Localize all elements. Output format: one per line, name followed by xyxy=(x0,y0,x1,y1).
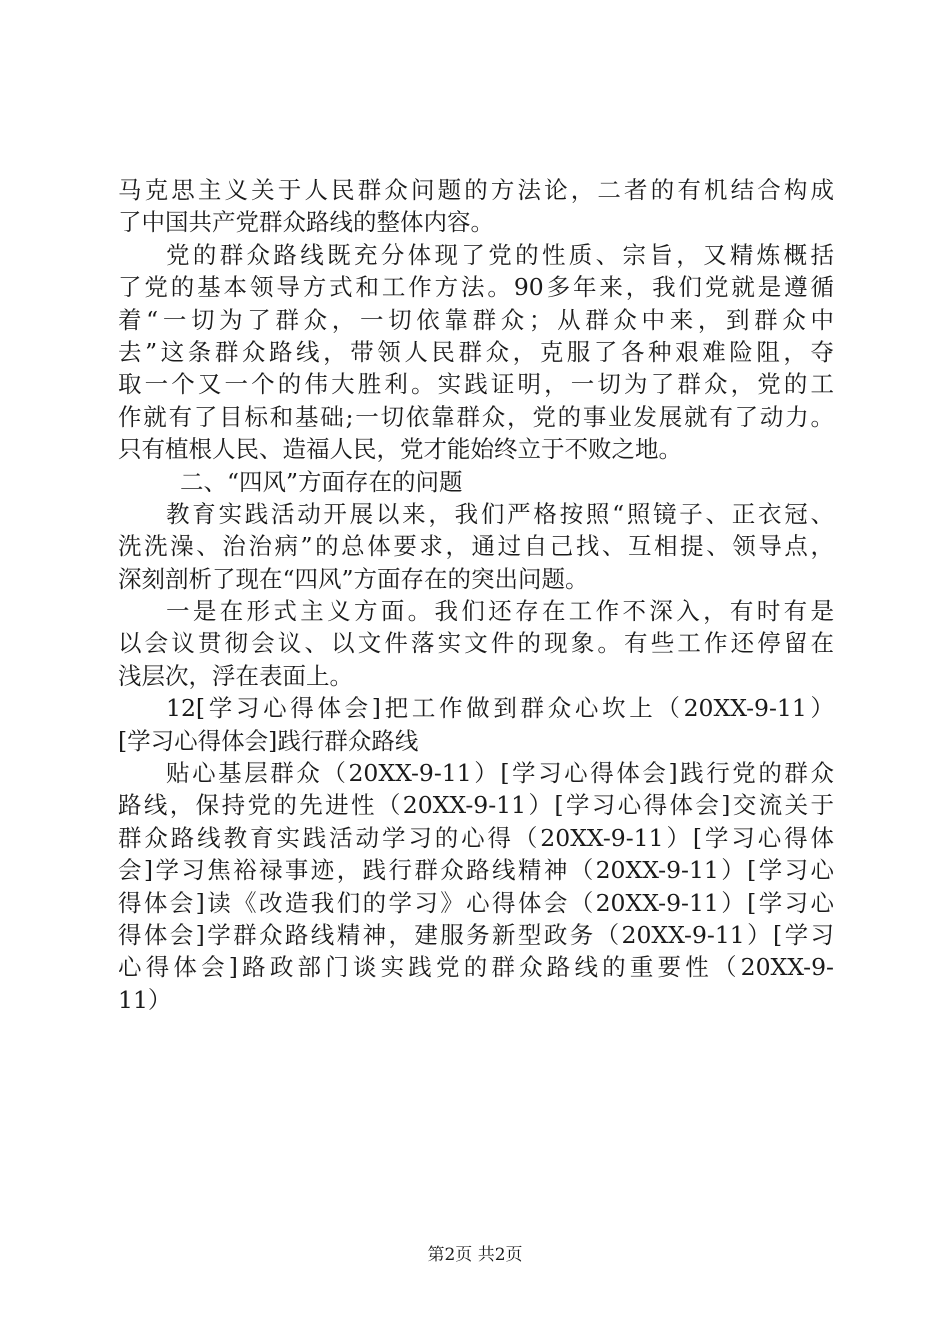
text-line-15: 以会议贯彻会议、以文件落实文件的现象。有些工作还停留在 xyxy=(118,629,834,658)
related-article-line: 群众路线教育实践活动学习的心得（20XX-9-11）[学习心得体 xyxy=(118,823,834,852)
text-line-7: 取一个又一个的伟大胜利。实践证明，一切为了群众，党的工 xyxy=(118,370,834,399)
text-line-2: 了中国共产党群众路线的整体内容。 xyxy=(118,208,494,237)
related-article-line: 会]学习焦裕禄事迹，践行群众路线精神（20XX-9-11）[学习心 xyxy=(118,856,834,885)
related-article-line: 贴心基层群众（20XX-9-11）[学习心得体会]践行党的群众 xyxy=(166,759,834,788)
paragraph-start-line: 党的群众路线既充分体现了党的性质、宗旨，又精炼概括 xyxy=(166,240,834,269)
related-article-line: 得体会]读《改造我们的学习》心得体会（20XX-9-11）[学习心 xyxy=(118,888,834,917)
related-article-line: 11） xyxy=(118,985,172,1014)
related-article-line: 路线，保持党的先进性（20XX-9-11）[学习心得体会]交流关于 xyxy=(118,791,834,820)
text-line-9: 只有植根人民、造福人民，党才能始终立于不败之地。 xyxy=(118,435,682,464)
related-article-line: [学习心得体会]践行群众路线 xyxy=(118,726,419,755)
text-line-12: 洗洗澡、治治病”的总体要求，通过自己找、互相提、领导点， xyxy=(118,532,834,561)
page-number-footer: 第2页 共2页 xyxy=(427,1245,523,1265)
paragraph-start-line: 一是在形式主义方面。我们还存在工作不深入，有时有是 xyxy=(166,597,834,626)
text-line-6: 去”这条群众路线，带领人民群众，克服了各种艰难险阻，夺 xyxy=(118,337,834,366)
text-line-1: 马克思主义关于人民群众问题的方法论，二者的有机结合构成 xyxy=(118,176,834,204)
text-line-8: 作就有了目标和基础;一切依靠群众，党的事业发展就有了动力。 xyxy=(118,402,834,431)
related-article-line: 得体会]学群众路线精神，建服务新型政务（20XX-9-11）[学习 xyxy=(118,920,834,949)
related-article-line: 12[学习心得体会]把工作做到群众心坎上（20XX-9-11） xyxy=(166,694,834,723)
text-line-4: 了党的基本领导方式和工作方法。90多年来，我们党就是遵循 xyxy=(118,273,834,302)
paragraph-start-line: 教育实践活动开展以来，我们严格按照“照镜子、正衣冠、 xyxy=(166,499,834,528)
section-heading: 二、“四风”方面存在的问题 xyxy=(180,467,463,496)
text-line-16: 浅层次，浮在表面上。 xyxy=(118,661,353,690)
text-line-5: 着“一切为了群众，一切依靠群众；从群众中来，到群众中 xyxy=(118,305,834,334)
text-line-13: 深刻剖析了现在“四风”方面存在的突出问题。 xyxy=(118,564,589,593)
document-body xyxy=(118,174,834,1016)
related-article-line: 心得体会]路政部门谈实践党的群众路线的重要性（20XX-9- xyxy=(118,953,834,982)
